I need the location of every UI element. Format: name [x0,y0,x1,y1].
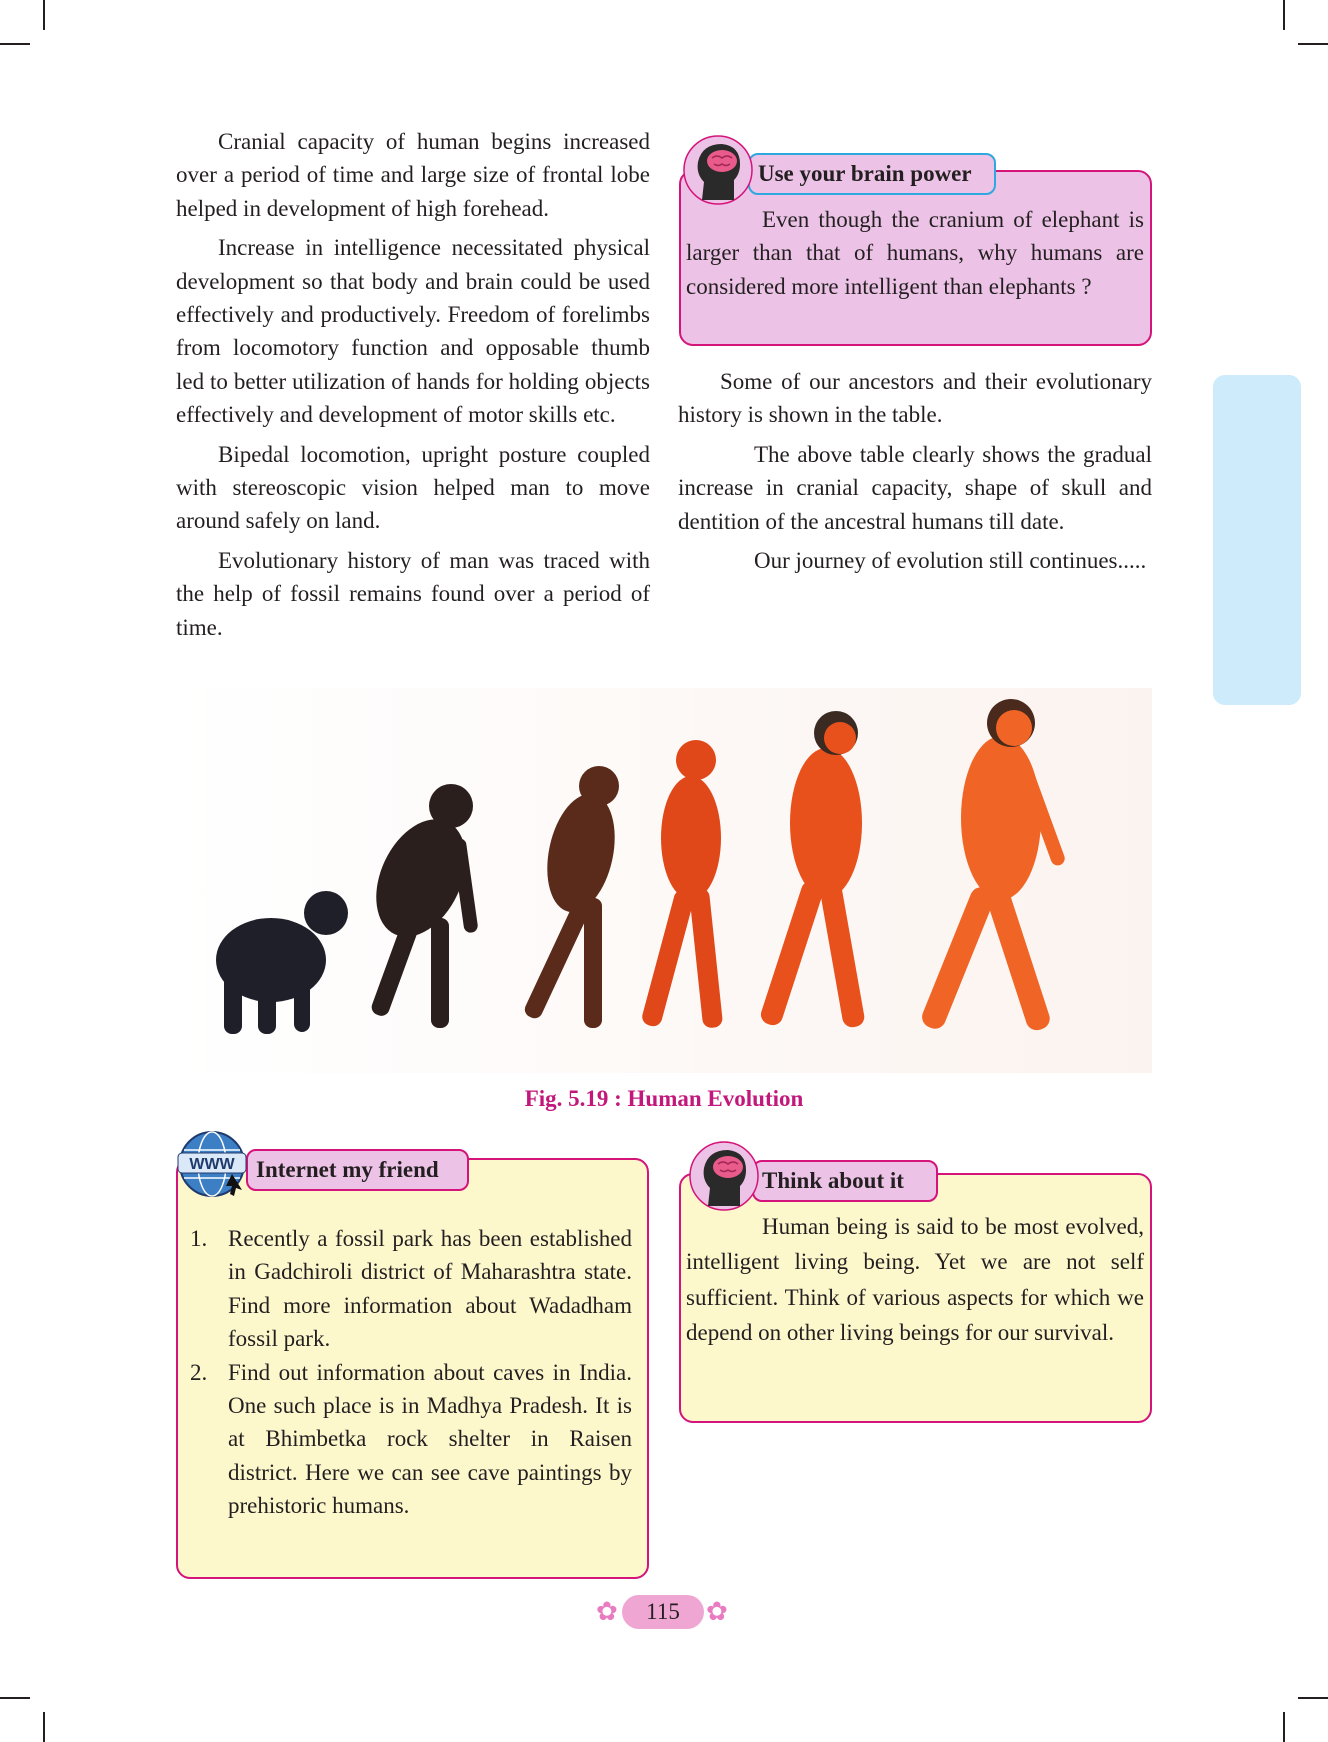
left-column [176,125,650,650]
list-item-text: Recently a fossil park has been established in Gadchiroli district of Maharashtra state. Find more information about Wadadham fossil park. [228,1226,632,1352]
crop-mark [1298,1697,1328,1699]
brain-head-icon [688,1140,760,1212]
crop-mark [43,1712,45,1742]
crop-mark [1283,0,1285,30]
paragraph: Increase in intelligence necessitated physical development so that body and brain could be used effectively and productively. Freedom of forelimbs from locomotory function and opposable thumb led to better utilization of hands for holding objects effectively and development of motor skills etc. [176,235,650,428]
brain-power-title: Use your brain power [748,153,996,195]
list-item [190,1222,632,1356]
internet-my-friend-title: Internet my friend [246,1149,469,1191]
paragraph: Bipedal locomotion, upright posture coupled with stereoscopic vision helped man to move around safely on land. [176,441,650,534]
page-number: 115 [622,1595,704,1629]
paragraph: Some of our ancestors and their evolutionary history is shown in the table. [678,369,1152,428]
paragraph: Evolutionary history of man was traced with the help of fossil remains found over a period of time. [176,547,650,640]
human-evolution-figure [176,688,1152,1073]
svg-text:WWW: WWW [189,1156,235,1173]
list-item-number: 1. [190,1226,208,1251]
think-about-it-title: Think about it [752,1160,938,1202]
list-item-number: 2. [190,1359,208,1385]
paragraph: Cranial capacity of human begins increased over a period of time and large size of frontal lobe helped in development of high forehead. [176,129,650,221]
brain-head-icon [682,134,754,206]
paragraph: The above table clearly shows the gradual increase in cranial capacity, shape of skull and dentition of the ancestral humans till date. [678,441,1152,534]
paragraph: Our journey of evolution still continues..... [754,548,1147,574]
list-item-text: Find out information about caves in India. One such place is in Madhya Pradesh. It is at Bhimbetka rock shelter in Raisen district. Here we can see cave paintings by prehistoric humans. [228,1359,632,1519]
crop-mark [0,1697,30,1699]
figure-caption: Fig. 5.19 : Human Evolution [524,1086,804,1111]
brain-power-text: Even though the cranium of elephant is larger than that of humans, why humans are considered more intelligent than elephants ? [686,207,1144,299]
think-about-it-text: Human being is said to be most evolved, intelligent living being. Yet we are not self sufficient. Think of various aspects for which we depend on other living beings for our survival. [686,1214,1144,1346]
crop-mark [43,0,45,30]
flower-ornament-icon: ✿ [596,1597,618,1626]
crop-mark [0,43,30,45]
internet-task-list [190,1222,632,1523]
globe-www-icon [176,1128,248,1200]
page-number-badge [596,1592,730,1632]
crop-mark [1283,1712,1285,1742]
chapter-side-tab [1213,375,1301,705]
crop-mark [1298,43,1328,45]
list-item [190,1356,632,1523]
right-column [678,365,1152,583]
flower-ornament-icon: ✿ [706,1597,728,1626]
